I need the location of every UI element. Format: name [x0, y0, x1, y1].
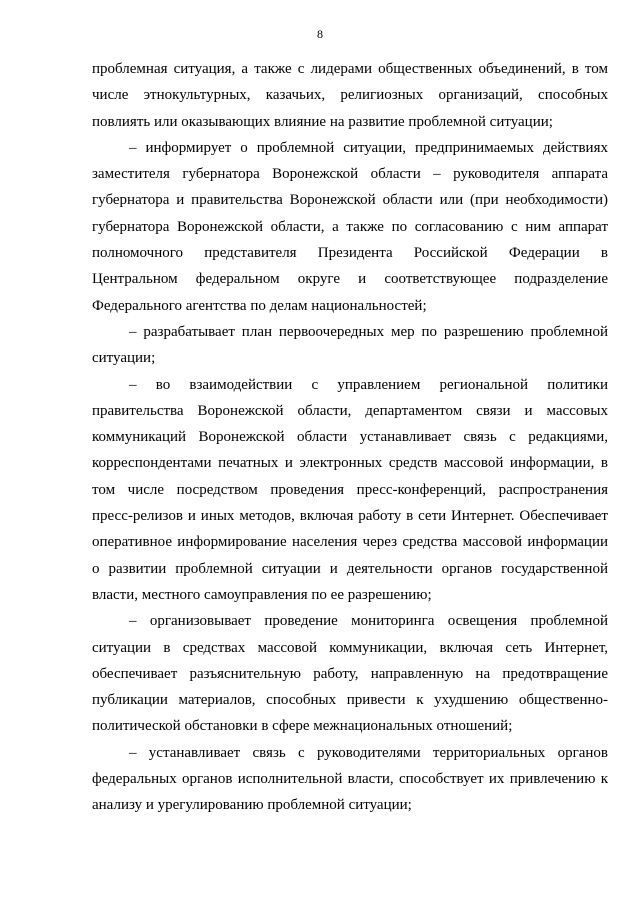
- paragraph-plan: – разрабатывает план первоочередных мер по разрешению проблемной ситуации;: [92, 323, 608, 367]
- document-body: [92, 56, 608, 819]
- paragraph-media: – во взаимодействии с управлением региональной политики правительства Воронежской области, департаментом связи и массовых коммуникаций Воронежской области устанавливает связь с редакциями, корреспондентами печатных и электронных средств массовой информации, в том числе посредством проведения пресс-конференций, распространения пресс-релизов и иных методов, включая работу в сети Интернет. Обеспечивает оперативное информирование населения через средства массовой информации о развитии проблемной ситуации и деятельности органов государственной власти, местного самоуправления по ее разрешению;: [92, 376, 608, 603]
- paragraph-continuation: проблемная ситуация, а также с лидерами общественных объединений, в том числе этнокультурных, казачьих, религиозных организаций, способных повлиять или оказывающих влияние на развитие проблемной ситуации;: [92, 61, 608, 130]
- paragraph-federal-bodies: – устанавливает связь с руководителями территориальных органов федеральных органов исполнительной власти, способствует их привлечению к анализу и урегулированию проблемной ситуации;: [92, 744, 608, 814]
- paragraph-inform: – информирует о проблемной ситуации, предпринимаемых действиях заместителя губернатора Воронежской области – руководителя аппарата губернатора и правительства Воронежской области или (при необходимости) губернатора Воронежской области, а также по согласованию с ним аппарат полномочного представителя Президента Российской Федерации в Центральном федеральном округе и соответствующее подразделение Федерального агентства по делам национальностей;: [92, 139, 608, 314]
- paragraph-monitoring: – организовывает проведение мониторинга освещения проблемной ситуации в средствах массовой коммуникации, включая сеть Интернет, обеспечивает разъяснительную работу, направленную на предотвращение публикации материалов, способных привести к ухудшению общественно-политической обстановки в сфере межнациональных отношений;: [92, 613, 608, 735]
- page-number: 8: [317, 27, 323, 41]
